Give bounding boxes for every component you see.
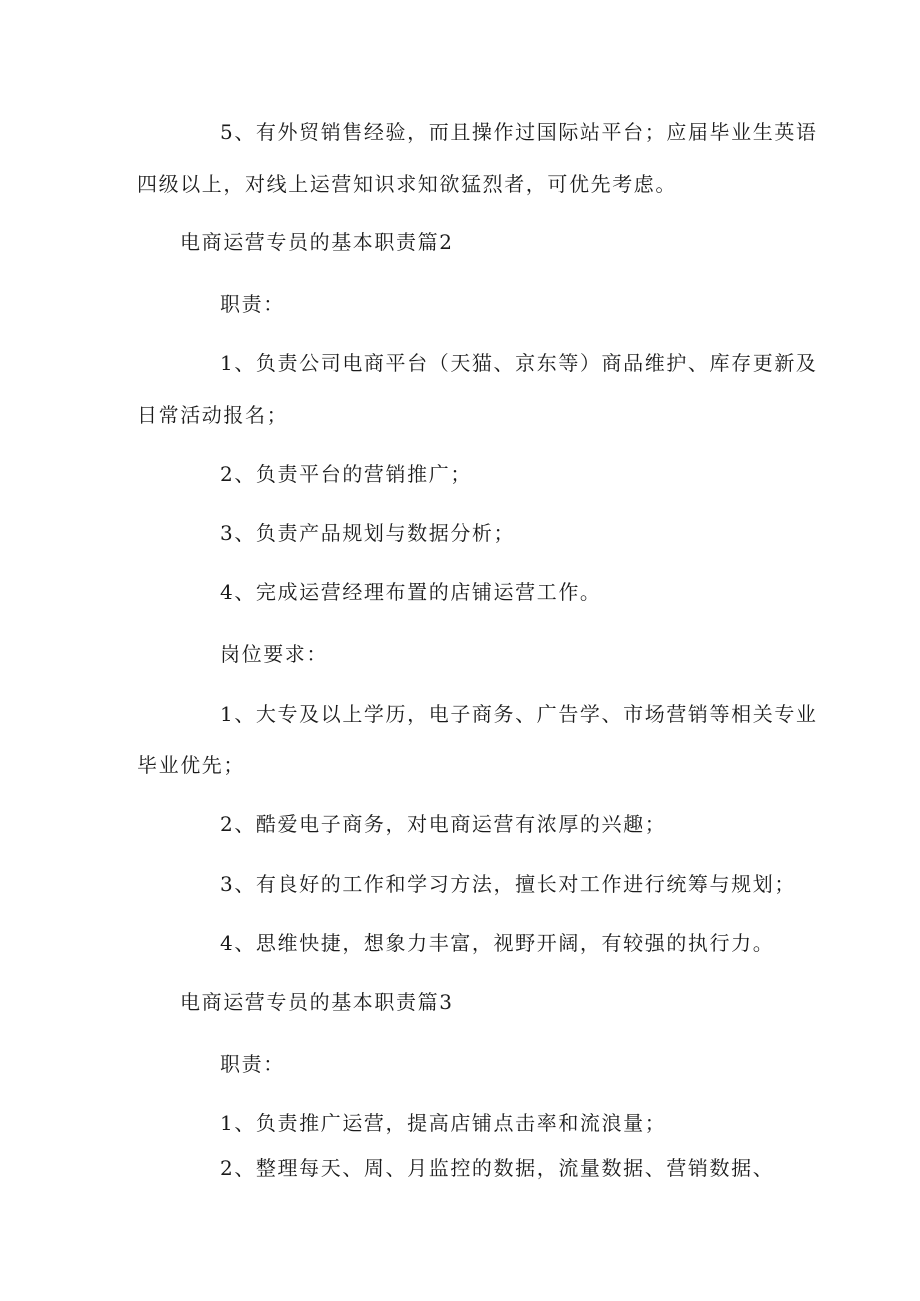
paragraph-line: 四级以上，对线上运营知识求知欲猛烈者，可优先考虑。 [137, 172, 677, 196]
paragraph-line: 4、思维快捷，想象力丰富，视野开阔，有较强的执行力。 [220, 931, 775, 955]
paragraph-line: 5、有外贸销售经验，而且操作过国际站平台；应届毕业生英语 [220, 120, 818, 144]
paragraph-line: 1、负责推广运营，提高店铺点击率和流浪量； [220, 1111, 667, 1135]
paragraph-line: 2、整理每天、周、月监控的数据，流量数据、营销数据、 [220, 1156, 775, 1180]
paragraph-line: 毕业优先； [137, 753, 245, 777]
subheading: 职责： [220, 1052, 285, 1076]
paragraph-line: 日常活动报名； [137, 403, 289, 427]
paragraph-line: 1、负责公司电商平台（天猫、京东等）商品维护、库存更新及 [220, 351, 818, 375]
paragraph-line: 4、完成运营经理布置的店铺运营工作。 [220, 580, 602, 604]
section-heading: 电商运营专员的基本职责篇2 [180, 230, 454, 254]
paragraph-line: 2、酷爱电子商务，对电商运营有浓厚的兴趣； [220, 812, 667, 836]
paragraph-line: 1、大专及以上学历，电子商务、广告学、市场营销等相关专业 [220, 702, 818, 726]
subheading: 职责： [220, 292, 285, 316]
paragraph-line: 2、负责平台的营销推广； [220, 462, 472, 486]
paragraph-line: 3、负责产品规划与数据分析； [220, 521, 516, 545]
section-heading: 电商运营专员的基本职责篇3 [180, 990, 454, 1014]
paragraph-line: 3、有良好的工作和学习方法，擅长对工作进行统筹与规划； [220, 872, 796, 896]
subheading: 岗位要求： [220, 642, 328, 666]
